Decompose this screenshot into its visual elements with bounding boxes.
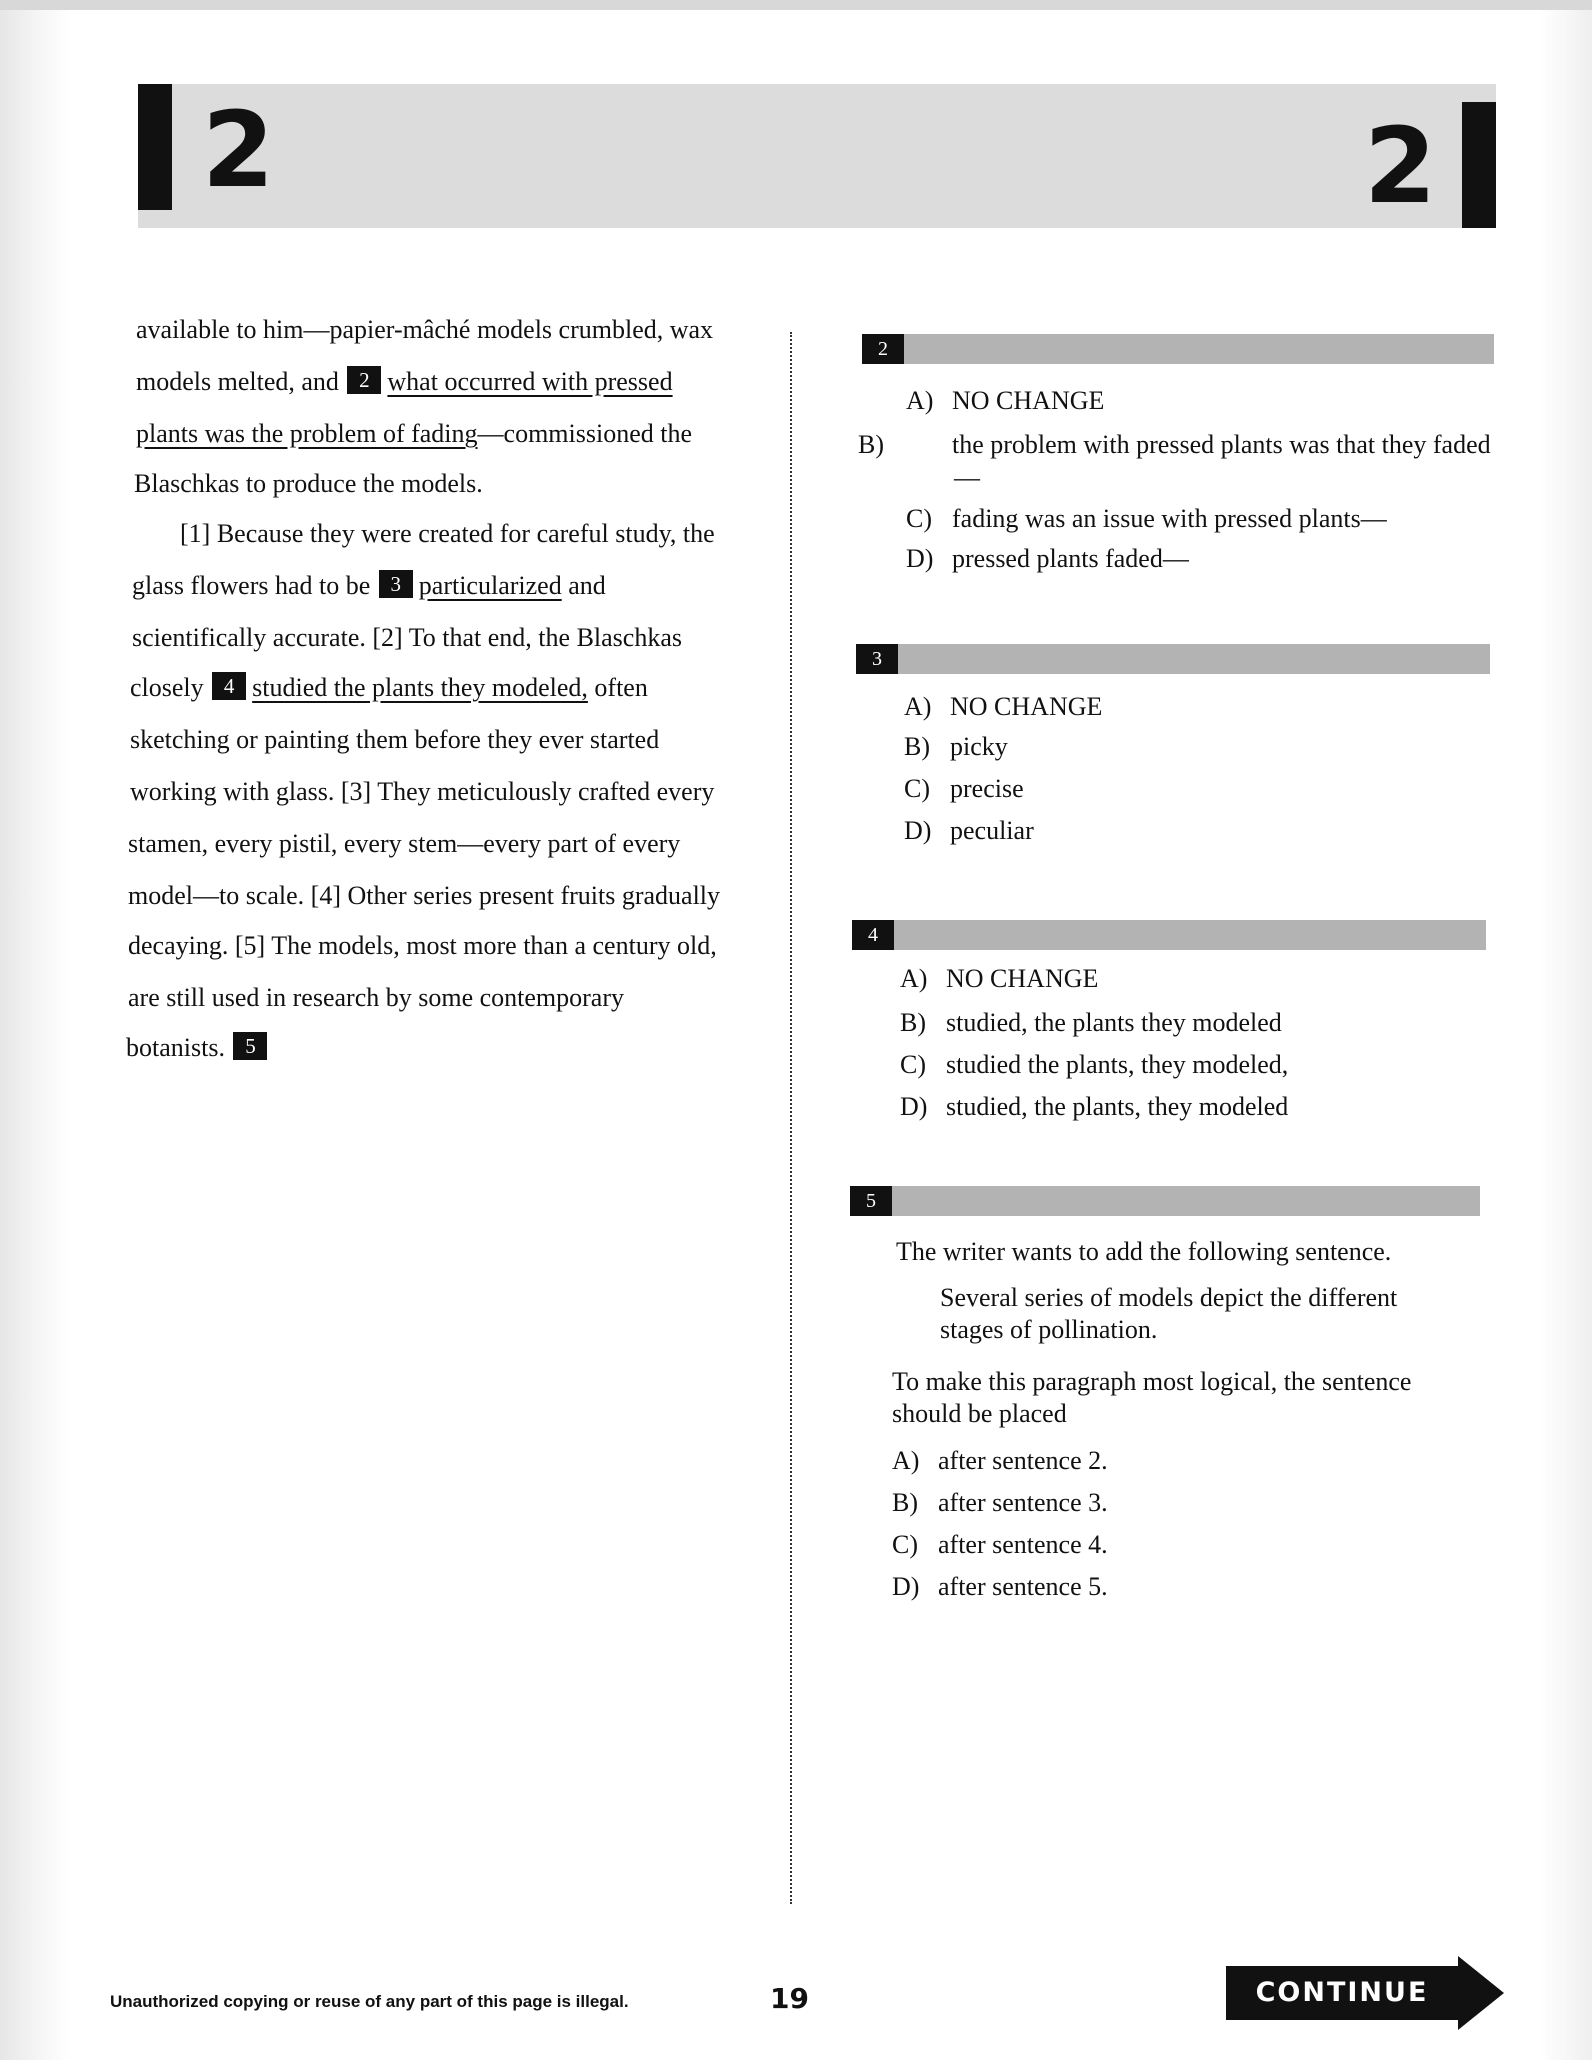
underlined-phrase-2-cont: plants was the problem of fading [136, 419, 478, 448]
passage-line: available to him—papier-mâché models crumbled, wax [136, 315, 714, 344]
underlined-phrase-2: what occurred with pressed [387, 367, 673, 396]
answer-option-2b[interactable]: B) the problem with pressed plants was that they faded— [858, 430, 1491, 492]
answer-option-3a[interactable]: A) NO CHANGE [904, 692, 1103, 721]
passage-line: model—to scale. [4] Other series present fruits gradually [128, 881, 721, 910]
question-header-5 [850, 1186, 1480, 1216]
page-top-edge [0, 0, 1592, 10]
answer-option-5b[interactable]: B) after sentence 3. [892, 1488, 1108, 1517]
section-marker-left [138, 84, 172, 210]
passage-line: glass flowers had to be 3 particularized and [132, 571, 606, 600]
question-prompt-5: The writer wants to add the following sentence. [896, 1237, 1392, 1266]
passage-line: Blaschkas to produce the models. [134, 469, 483, 498]
passage-line: stamen, every pistil, every stem—every part of every [128, 829, 681, 858]
continue-arrow-icon[interactable] [1458, 1956, 1504, 2030]
question-header-2 [862, 334, 1494, 364]
answer-option-2d[interactable]: D) pressed plants faded— [906, 544, 1189, 573]
passage-line: working with glass. [3] They meticulously crafted every [130, 777, 715, 806]
answer-option-5a[interactable]: A) after sentence 2. [892, 1446, 1108, 1475]
answer-option-4b[interactable]: B) studied, the plants they modeled [900, 1008, 1282, 1037]
question-marker-4[interactable]: 4 [212, 672, 246, 700]
passage-line: scientifically accurate. [2] To that end, the Blaschkas [132, 623, 682, 652]
question-number-4: 4 [852, 920, 894, 950]
question-marker-5[interactable]: 5 [233, 1032, 267, 1060]
question-stem-5: To make this paragraph most logical, the sentence should be placed [892, 1367, 1412, 1428]
column-divider [790, 332, 792, 1904]
inserted-sentence-5: Several series of models depict the different stages of pollination. [940, 1283, 1398, 1344]
passage-line: models melted, and 2 what occurred with pressed [136, 367, 673, 396]
question-header-4 [852, 920, 1486, 950]
question-header-3 [856, 644, 1490, 674]
passage-line: sketching or painting them before they ever started [130, 725, 660, 754]
answer-option-3c[interactable]: C) precise [904, 774, 1024, 803]
question-number-5: 5 [850, 1186, 892, 1216]
section-number-left: 2 [202, 89, 275, 211]
answer-option-3b[interactable]: B) picky [904, 732, 1008, 761]
copyright-notice: Unauthorized copying or reuse of any part of this page is illegal. [110, 1992, 629, 2011]
passage-line: decaying. [5] The models, most more than a century old, [128, 931, 717, 960]
continue-button[interactable]: CONTINUE [1226, 1966, 1458, 2020]
question-number-2: 2 [862, 334, 904, 364]
answer-option-3d[interactable]: D) peculiar [904, 816, 1034, 845]
question-marker-2[interactable]: 2 [347, 366, 381, 394]
passage-line: are still used in research by some contemporary [128, 983, 624, 1012]
passage-line: botanists. 5 [126, 1030, 273, 1066]
answer-option-5c[interactable]: C) after sentence 4. [892, 1530, 1108, 1559]
answer-option-4c[interactable]: C) studied the plants, they modeled, [900, 1050, 1289, 1079]
answer-option-2c[interactable]: C) fading was an issue with pressed plants— [906, 504, 1387, 533]
question-number-3: 3 [856, 644, 898, 674]
passage-line: closely 4 studied the plants they modeled, often [130, 673, 648, 702]
answer-option-2a[interactable]: A) NO CHANGE [906, 386, 1105, 415]
underlined-phrase-3: particularized [418, 571, 562, 600]
answer-option-4a[interactable]: A) NO CHANGE [900, 964, 1099, 993]
page-number: 19 [770, 1982, 809, 2015]
question-marker-3[interactable]: 3 [379, 570, 413, 598]
passage-line: [1] Because they were created for careful study, the [180, 519, 715, 548]
section-number-right: 2 [1364, 105, 1437, 227]
underlined-phrase-4: studied the plants they modeled, [252, 673, 588, 702]
passage-line: plants was the problem of fading—commissioned the [136, 419, 693, 448]
answer-option-5d[interactable]: D) after sentence 5. [892, 1572, 1108, 1601]
section-header-band [138, 84, 1496, 228]
answer-option-4d[interactable]: D) studied, the plants, they modeled [900, 1092, 1289, 1121]
section-marker-right [1462, 102, 1496, 228]
